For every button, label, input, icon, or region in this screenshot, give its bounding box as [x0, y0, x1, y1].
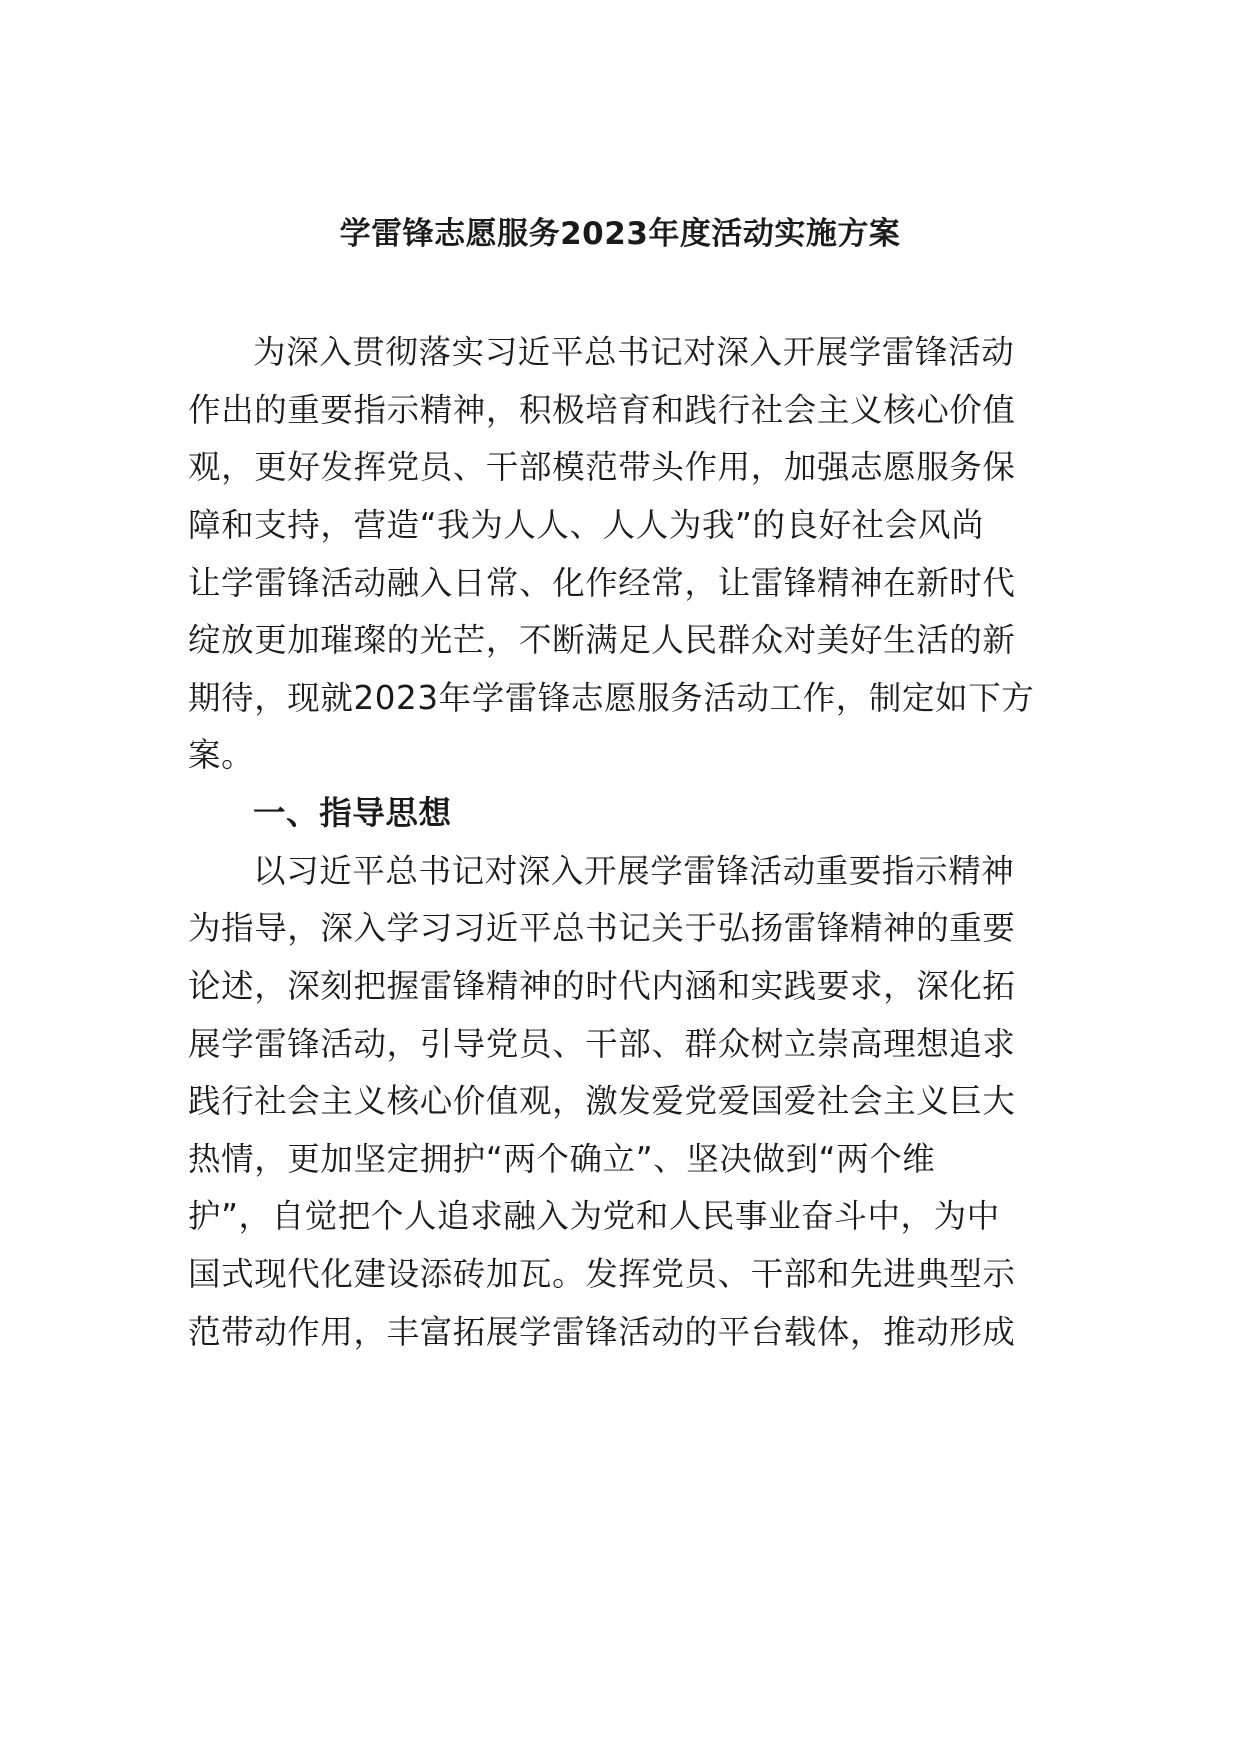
paragraph-line: 展学雷锋活动，引导党员、干部、群众树立崇高理想追求 [188, 1025, 1016, 1063]
paragraph-line: 案。 [188, 736, 255, 774]
paragraph-line: 论述，深刻把握雷锋精神的时代内涵和实践要求，深化拓 [188, 967, 1016, 1005]
paragraph-line: 践行社会主义核心价值观，激发爱党爱国爱社会主义巨大 [188, 1082, 1016, 1120]
section-heading: 一、指导思想 [253, 794, 452, 832]
paragraph-line: 热情，更加坚定拥护“两个确立”、坚决做到“两个维 [188, 1140, 936, 1178]
paragraph-line: 国式现代化建设添砖加瓦。发挥党员、干部和先进典型示 [188, 1255, 1016, 1293]
paragraph-line: 护”，自觉把个人追求融入为党和人民事业奋斗中，为中 [188, 1197, 1000, 1235]
paragraph-line: 观，更好发挥党员、干部模范带头作用，加强志愿服务保 [188, 448, 1016, 486]
paragraph-line: 为指导，深入学习习近平总书记关于弘扬雷锋精神的重要 [188, 909, 1016, 947]
paragraph-line: 范带动作用，丰富拓展学雷锋活动的平台载体，推动形成 [188, 1313, 1016, 1351]
paragraph-line: 作出的重要指示精神，积极培育和践行社会主义核心价值 [188, 391, 1016, 429]
paragraph-line: 为深入贯彻落实习近平总书记对深入开展学雷锋活动 [253, 333, 1015, 371]
paragraph-line: 障和支持，营造“我为人人、人人为我”的良好社会风尚 [188, 506, 985, 544]
paragraph-line: 让学雷锋活动融入日常、化作经常，让雷锋精神在新时代 [188, 564, 1016, 602]
paragraph-line: 期待，现就2023年学雷锋志愿服务活动工作，制定如下方 [188, 679, 1035, 717]
paragraph-line: 以习近平总书记对深入开展学雷锋活动重要指示精神 [253, 852, 1015, 890]
paragraph-line: 绽放更加璀璨的光芒，不断满足人民群众对美好生活的新 [188, 621, 1016, 659]
document-title: 学雷锋志愿服务2023年度活动实施方案 [339, 216, 901, 252]
